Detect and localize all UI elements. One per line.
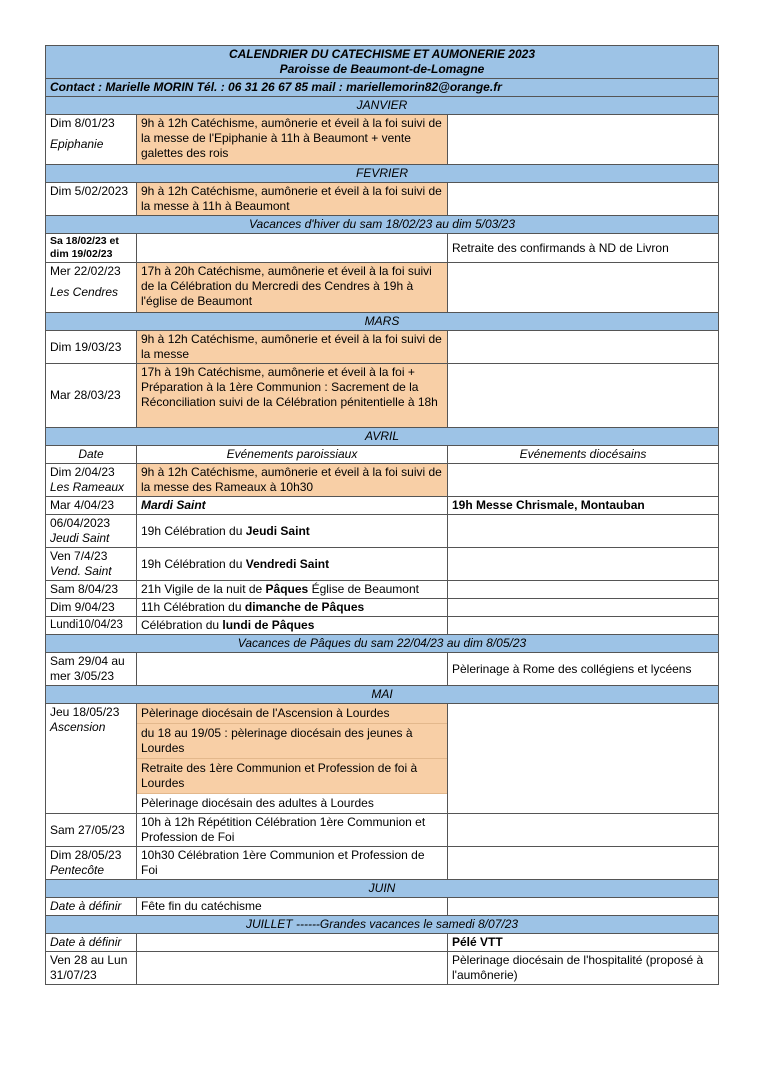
parish-event — [137, 515, 448, 548]
parish-event-text: 19h Célébration du — [141, 556, 246, 571]
table-row — [46, 898, 719, 916]
column-header-diocese: Evénements diocésains — [448, 446, 719, 464]
event-feast: Ascension — [50, 720, 106, 734]
table-row — [46, 115, 719, 165]
event-date: Sa 18/02/23 et dim 19/02/23 — [46, 234, 137, 263]
event-feast: Les Rameaux — [50, 480, 125, 494]
diocese-event — [448, 183, 719, 216]
month-mars: MARS — [46, 313, 719, 331]
parish-event — [137, 234, 448, 263]
event-date: Dim 9/04/23 — [46, 599, 137, 617]
parish-event-text: Célébration du — [141, 618, 223, 632]
vacation-row-hiver — [46, 216, 719, 234]
diocese-event — [448, 515, 719, 548]
diocese-event — [448, 704, 719, 814]
diocese-event — [448, 599, 719, 617]
parish-event-highlight: Jeudi Saint — [245, 523, 310, 538]
parish-event: 10h à 12h Répétition Célébration 1ère Communion et Profession de Foi — [137, 814, 448, 847]
parish-event — [137, 548, 448, 581]
table-row — [46, 934, 719, 952]
diocese-event: Retraite des confirmands à ND de Livron — [448, 234, 719, 263]
table-row — [46, 599, 719, 617]
month-juillet: JUILLET ------Grandes vacances le samedi 8/07/23 — [46, 916, 719, 934]
event-feast: Les Cendres — [50, 285, 119, 299]
parish-event — [137, 704, 448, 814]
event-date: Dim 5/02/2023 — [46, 183, 137, 216]
event-date: Mar 28/03/23 — [46, 364, 137, 428]
parish-event-part: Pèlerinage diocésain de l'Ascension à Lourdes — [137, 704, 447, 724]
catechism-calendar-table — [45, 45, 719, 985]
event-date: Ven 28 au Lun 31/07/23 — [46, 952, 137, 985]
event-date: Sam 29/04 au mer 3/05/23 — [46, 653, 137, 686]
diocese-event: Pèlerinage diocésain de l'hospitalité (proposé à l'aumônerie) — [448, 952, 719, 985]
diocese-event: Pélé VTT — [448, 934, 719, 952]
month-row-juillet — [46, 916, 719, 934]
event-date: 06/04/2023 — [50, 516, 111, 530]
table-row — [46, 263, 719, 313]
parish-event — [137, 581, 448, 599]
parish-event: Mardi Saint — [137, 497, 448, 515]
table-row — [46, 364, 719, 428]
parish-event-highlight: Vendredi Saint — [245, 556, 330, 571]
diocese-event: Pèlerinage à Rome des collégiens et lycéens — [448, 653, 719, 686]
table-row — [46, 847, 719, 880]
parish-event-text: 19h Célébration du — [141, 523, 246, 538]
table-row — [46, 331, 719, 364]
month-row-janvier — [46, 97, 719, 115]
table-row — [46, 497, 719, 515]
parish-event — [137, 653, 448, 686]
parish-event — [137, 617, 448, 635]
parish-event-part: Retraite des 1ère Communion et Profession de foi à Lourdes — [137, 759, 447, 794]
month-mai: MAI — [46, 686, 719, 704]
event-date: Ven 7/4/23 — [50, 549, 108, 563]
table-row — [46, 653, 719, 686]
event-date: Date à définir — [46, 898, 137, 916]
parish-event — [137, 952, 448, 985]
event-feast: Jeudi Saint — [50, 531, 110, 545]
diocese-event — [448, 548, 719, 581]
event-date: Sam 8/04/23 — [46, 581, 137, 599]
event-feast: Pentecôte — [50, 863, 105, 877]
event-date: Lundi10/04/23 — [46, 617, 137, 635]
parish-event-text: 11h Célébration du — [141, 600, 245, 614]
table-row — [46, 183, 719, 216]
parish-event — [137, 599, 448, 617]
column-header-date: Date — [46, 446, 137, 464]
vacation-paques: Vacances de Pâques du sam 22/04/23 au dim 8/05/23 — [46, 635, 719, 653]
diocese-event — [448, 464, 719, 497]
vacation-row-paques — [46, 635, 719, 653]
table-row — [46, 548, 719, 581]
contact-info: Contact : Marielle MORIN Tél. : 06 31 26 67 85 mail : mariellemorin82@orange.fr — [46, 79, 719, 97]
diocese-event — [448, 364, 719, 428]
diocese-event — [448, 115, 719, 165]
diocese-event: 19h Messe Chrismale, Montauban — [448, 497, 719, 515]
vacation-hiver: Vacances d'hiver du sam 18/02/23 au dim 5/03/23 — [46, 216, 719, 234]
diocese-event — [448, 331, 719, 364]
column-header-row — [46, 446, 719, 464]
table-row — [46, 704, 719, 814]
table-row — [46, 617, 719, 635]
event-date: Dim 8/01/23 — [50, 116, 115, 130]
parish-event: 9h à 12h Catéchisme, aumônerie et éveil à la foi suivi de la messe à 11h à Beaumont — [137, 183, 448, 216]
table-row — [46, 464, 719, 497]
parish-event: 17h à 20h Catéchisme, aumônerie et éveil à la foi suivi de la Célébration du Mercredi des Cendres à 19h à l'église de Beaumont — [137, 263, 448, 313]
event-date: Mer 22/02/23 — [50, 264, 121, 278]
month-row-fevrier — [46, 165, 719, 183]
event-date: Dim 2/04/23 — [50, 465, 115, 479]
month-fevrier: FEVRIER — [46, 165, 719, 183]
parish-event-part: Pèlerinage diocésain des adultes à Lourdes — [137, 794, 447, 813]
page-subtitle: Paroisse de Beaumont-de-Lomagne — [279, 62, 485, 76]
parish-event: 9h à 12h Catéchisme, aumônerie et éveil à la foi suivi de la messe de l'Epiphanie à 11h à Beaumont + vente galettes des rois — [137, 115, 448, 165]
event-date: Mar 4/04/23 — [46, 497, 137, 515]
parish-event: 10h30 Célébration 1ère Communion et Profession de Foi — [137, 847, 448, 880]
parish-event: 9h à 12h Catéchisme, aumônerie et éveil à la foi suivi de la messe — [137, 331, 448, 364]
event-date: Date à définir — [46, 934, 137, 952]
parish-event-part: du 18 au 19/05 : pèlerinage diocésain des jeunes à Lourdes — [137, 724, 447, 759]
month-juin: JUIN — [46, 880, 719, 898]
table-row — [46, 515, 719, 548]
month-row-mai — [46, 686, 719, 704]
table-row — [46, 952, 719, 985]
month-row-juin — [46, 880, 719, 898]
page-title: CALENDRIER DU CATECHISME ET AUMONERIE 2023 — [228, 47, 536, 61]
month-row-avril — [46, 428, 719, 446]
month-row-mars — [46, 313, 719, 331]
month-avril: AVRIL — [46, 428, 719, 446]
parish-event-highlight: lundi de Pâques — [222, 618, 315, 632]
parish-event: 9h à 12h Catéchisme, aumônerie et éveil à la foi suivi de la messe des Rameaux à 10h30 — [137, 464, 448, 497]
diocese-event — [448, 847, 719, 880]
diocese-event — [448, 263, 719, 313]
parish-event-highlight: Pâques — [265, 582, 309, 596]
event-date: Jeu 18/05/23 — [50, 705, 120, 719]
diocese-event — [448, 617, 719, 635]
parish-event-text: Église de Beaumont — [308, 582, 419, 596]
diocese-event — [448, 581, 719, 599]
parish-event-text: 21h Vigile de la nuit de — [141, 582, 266, 596]
event-feast: Vend. Saint — [50, 564, 112, 578]
month-janvier: JANVIER — [46, 97, 719, 115]
title-row — [46, 46, 719, 79]
parish-event: Fête fin du catéchisme — [137, 898, 448, 916]
event-feast: Epiphanie — [50, 137, 104, 151]
table-row — [46, 234, 719, 263]
diocese-event — [448, 898, 719, 916]
diocese-event — [448, 814, 719, 847]
table-row — [46, 814, 719, 847]
table-row — [46, 581, 719, 599]
column-header-parish: Evénements paroissiaux — [137, 446, 448, 464]
parish-event: 17h à 19h Catéchisme, aumônerie et éveil à la foi + Préparation à la 1ère Communion : Sacrement de la Réconciliation suivi de la Célébration pénitentielle à 18h — [137, 364, 448, 428]
parish-event — [137, 934, 448, 952]
event-date: Sam 27/05/23 — [46, 814, 137, 847]
event-date: Dim 28/05/23 — [50, 848, 122, 862]
parish-event-highlight: dimanche de Pâques — [244, 600, 365, 614]
contact-row — [46, 79, 719, 97]
event-date: Dim 19/03/23 — [46, 331, 137, 364]
